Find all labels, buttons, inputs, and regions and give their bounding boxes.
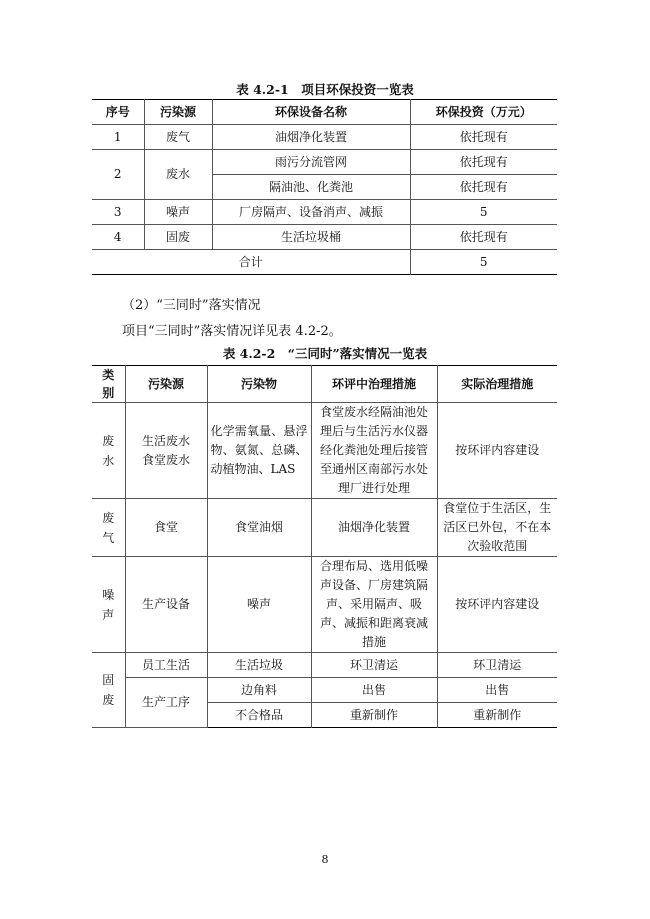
- cell-equipment: 厂房隔声、设备消声、减振: [212, 200, 410, 225]
- category-text: 噪声: [102, 587, 115, 622]
- cell-equipment: 油烟净化装置: [212, 125, 410, 150]
- three-simultaneous-table: [92, 365, 557, 728]
- cell-eia: 重新制作: [311, 703, 437, 728]
- table-row: [92, 150, 557, 175]
- table-row: [92, 499, 557, 557]
- cell-actual: 按环评内容建设: [437, 557, 557, 653]
- cell-no: 3: [92, 200, 144, 225]
- cell-pollutant: 生活垃圾: [207, 653, 311, 678]
- cell-eia: 油烟净化装置: [311, 499, 437, 557]
- cell-source: 废气: [144, 125, 212, 150]
- cell-eia: 食堂废水经隔油池处理后与生活污水仪器经化粪池处理后接管至通州区南部污水处理厂进行处理: [311, 403, 437, 499]
- category-text: 废水: [102, 433, 115, 468]
- cell-source: 固废: [144, 225, 212, 250]
- table-row: [92, 653, 557, 678]
- header-source: 污染源: [125, 366, 207, 403]
- cell-investment: 依托现有: [410, 125, 557, 150]
- cell-eia: 出售: [311, 678, 437, 703]
- cell-actual: 环卫清运: [437, 653, 557, 678]
- header-category: [92, 366, 125, 403]
- cell-source: 噪声: [144, 200, 212, 225]
- cell-equipment: 生活垃圾桶: [212, 225, 410, 250]
- cell-category: [92, 499, 125, 557]
- cell-investment: 5: [410, 200, 557, 225]
- total-row: [92, 250, 557, 275]
- section-heading: （2）“三同时”落实情况: [122, 298, 261, 313]
- table-row: [92, 200, 557, 225]
- total-value: 5: [410, 250, 557, 275]
- cell-no: 1: [92, 125, 144, 150]
- environmental-investment-table: [92, 99, 557, 275]
- cell-investment: 依托现有: [410, 150, 557, 175]
- cell-actual: 食堂位于生活区，生活区已外包，不在本次验收范围: [437, 499, 557, 557]
- cell-actual: 出售: [437, 678, 557, 703]
- cell-source: 生产设备: [125, 557, 207, 653]
- cell-source: 废水: [144, 150, 212, 200]
- cell-eia: 环卫清运: [311, 653, 437, 678]
- cell-investment: 依托现有: [410, 175, 557, 200]
- header-category-text: 类别: [102, 368, 115, 400]
- table-header-row: [92, 100, 557, 125]
- table-row: [92, 225, 557, 250]
- cell-category: [92, 653, 125, 728]
- table-row: [92, 125, 557, 150]
- cell-pollutant: 边角料: [207, 678, 311, 703]
- table-row: [92, 557, 557, 653]
- header-no: 序号: [92, 100, 144, 125]
- cell-actual: 按环评内容建设: [437, 403, 557, 499]
- cell-actual: 重新制作: [437, 703, 557, 728]
- cell-eia: 合理布局、选用低噪声设备、厂房建筑隔声、采用隔声、吸声、减振和距离衰减措施: [311, 557, 437, 653]
- cell-investment: 依托现有: [410, 225, 557, 250]
- total-label: 合计: [92, 250, 410, 275]
- cell-category: [92, 403, 125, 499]
- header-source: 污染源: [144, 100, 212, 125]
- table-header-row: [92, 366, 557, 403]
- page-number: 8: [321, 853, 329, 866]
- cell-pollutant: 噪声: [207, 557, 311, 653]
- category-text: 废气: [102, 510, 115, 545]
- cell-no: 2: [92, 150, 144, 200]
- cell-pollutant: 化学需氧量、悬浮物、氨氮、总磷、动植物油、LAS: [207, 403, 311, 499]
- cell-pollutant: 不合格品: [207, 703, 311, 728]
- cell-source: 生产工序: [125, 678, 207, 728]
- header-pollutant: 污染物: [207, 366, 311, 403]
- cell-source: 员工生活: [125, 653, 207, 678]
- cell-equipment: 雨污分流管网: [212, 150, 410, 175]
- table-row: [92, 678, 557, 703]
- table-row: [92, 403, 557, 499]
- header-investment: 环保投资（万元）: [410, 100, 557, 125]
- section-sentence: 项目“三同时”落实情况详见表 4.2-2。: [122, 324, 342, 339]
- cell-pollutant: 食堂油烟: [207, 499, 311, 557]
- cell-source: 食堂: [125, 499, 207, 557]
- cell-equipment: 隔油池、化粪池: [212, 175, 410, 200]
- table2-caption: 表 4.2-2 “三同时”落实情况一览表: [222, 346, 428, 361]
- table1-caption: 表 4.2-1 项目环保投资一览表: [236, 82, 414, 97]
- header-equipment: 环保设备名称: [212, 100, 410, 125]
- category-text: 固废: [102, 673, 115, 707]
- cell-category: [92, 557, 125, 653]
- cell-source: 生活废水 食堂废水: [125, 403, 207, 499]
- header-eia-measures: 环评中治理措施: [311, 366, 437, 403]
- header-actual-measures: 实际治理措施: [437, 366, 557, 403]
- cell-no: 4: [92, 225, 144, 250]
